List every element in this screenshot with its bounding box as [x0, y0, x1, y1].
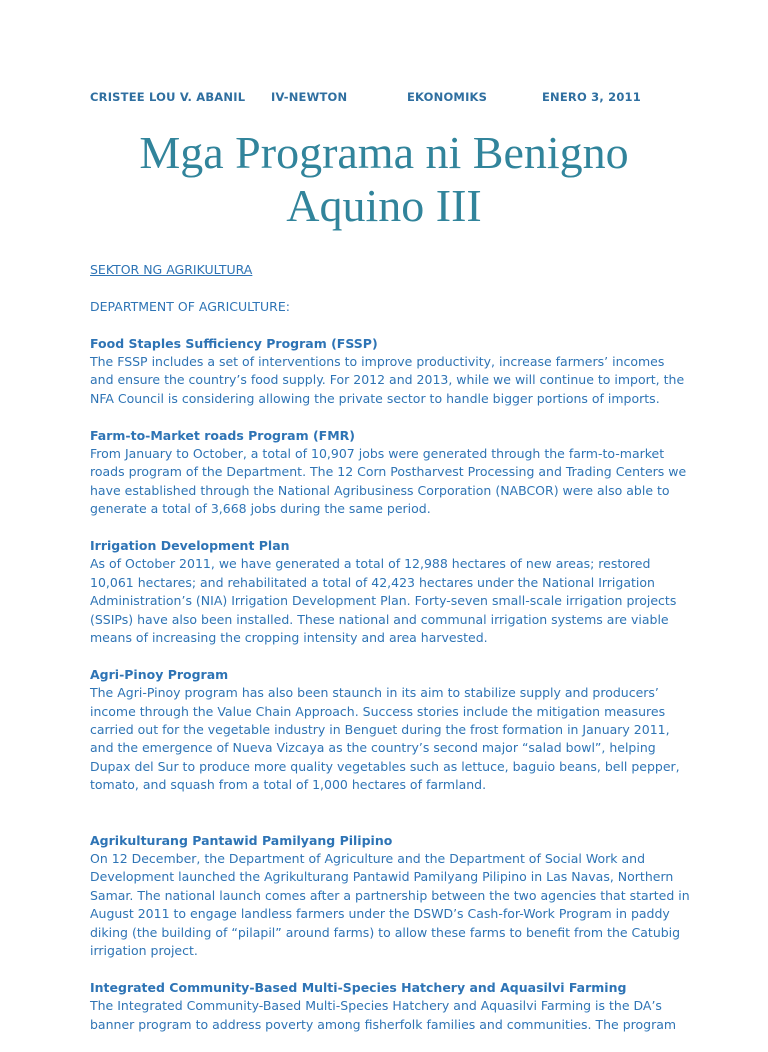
program-section-irrigation: [90, 537, 690, 647]
program-text: The Integrated Community-Based Multi-Species Hatchery and Aquasilvi Farming is the DA’s banner program to address poverty among fisherfolk families and communities. The program: [90, 998, 677, 1032]
document-header: [90, 90, 690, 108]
program-section-agri-pinoy: [90, 666, 690, 795]
program-section-pantawid: [90, 832, 690, 961]
program-text: As of October 2011, we have generated a total of 12,988 hectares of new areas; restored 10,061 hectares; and rehabilitated a total of 42,423 hectares under the National Irrigation Administration’s (NIA) Irrigation Development Plan. Forty-seven small-scale irrigation projects (SSIPs) have also been installed. These national and communal irrigation systems are viable means of increasing the cropping intensity and area harvested.: [90, 556, 677, 646]
program-section-hatchery: [90, 979, 690, 1034]
program-text: The FSSP includes a set of interventions to improve productivity, increase farmers’ incomes and ensure the country’s food supply. For 2012 and 2013, while we will continue to import, the NFA Council is considering allowing the private sector to handle bigger portions of imports.: [90, 354, 685, 406]
student-name: CRISTEE LOU V. ABANIL: [90, 90, 246, 104]
program-title: Food Staples Sufficiency Program (FSSP): [90, 335, 378, 351]
program-title: Irrigation Development Plan: [90, 538, 290, 554]
subject-name: EKONOMIKS: [407, 90, 488, 104]
document-date: ENERO 3, 2011: [542, 90, 641, 104]
program-title: Agrikulturang Pantawid Pamilyang Pilipino: [90, 832, 393, 848]
department-heading: DEPARTMENT OF AGRICULTURE:: [90, 298, 290, 314]
program-section-fmr: [90, 427, 690, 519]
program-title: Agri-Pinoy Program: [90, 666, 229, 682]
program-title: Farm-to-Market roads Program (FMR): [90, 427, 355, 443]
sector-heading: SEKTOR NG AGRIKULTURA: [90, 262, 253, 277]
program-text: From January to October, a total of 10,907 jobs were generated through the farm-to-market roads program of the Department. The 12 Corn Postharvest Processing and Trading Centers we have established through the National Agribusiness Corporation (NABCOR) were also able to generate a total of 3,668 jobs during the same period.: [90, 446, 687, 517]
program-title: Integrated Community-Based Multi-Species Hatchery and Aquasilvi Farming: [90, 979, 627, 995]
document-title: Mga Programa ni Benigno Aquino III: [139, 127, 629, 231]
program-text: The Agri-Pinoy program has also been staunch in its aim to stabilize supply and producers’ income through the Value Chain Approach. Success stories include the mitigation measures carried out for the vegetable industry in Benguet during the frost formation in January 2011, and the emergence of Nueva Vizcaya as the country’s second major “salad bowl”, helping Dupax del Sur to produce more quality vegetables such as lettuce, baguio beans, bell pepper, tomato, and squash from a total of 1,000 hectares of farmland.: [90, 685, 680, 793]
student-section: IV-NEWTON: [271, 90, 348, 104]
document-body: [90, 261, 690, 1052]
program-section-fssp: [90, 335, 690, 409]
program-text: On 12 December, the Department of Agriculture and the Department of Social Work and Development launched the Agrikulturang Pantawid Pamilyang Pilipino in Las Navas, Northern Samar. The national launch comes after a partnership between the two agencies that started in August 2011 to engage landless farmers under the DSWD’s Cash-for-Work Program in paddy diking (the building of “pilapil” around farms) to allow these farms to benefit from the Catubig irrigation project.: [90, 850, 690, 958]
